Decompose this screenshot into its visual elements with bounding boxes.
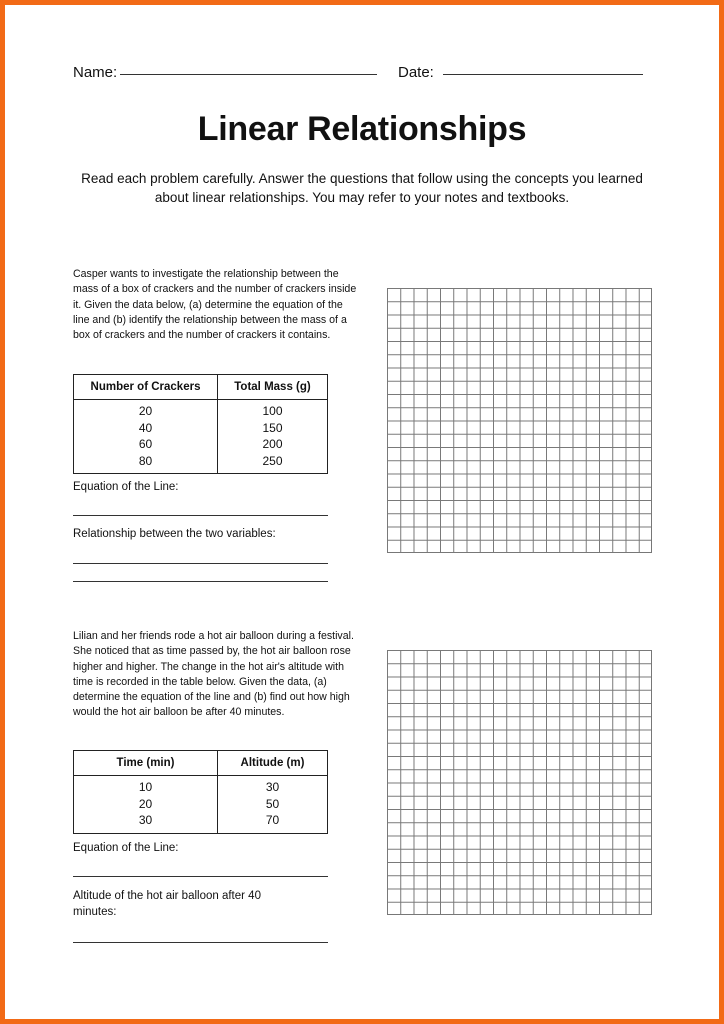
table-header: Number of Crackers [74,375,218,400]
table-cell: 80 [138,453,153,468]
instructions: Read each problem carefully. Answer the questions that follow using the concepts you learned about linear relationships. You may refer to your notes and textbooks. [81,171,643,205]
problem-2-graph-grid[interactable] [387,650,652,915]
problem-1-equation-answer-line[interactable] [73,515,328,516]
problem-1-table [73,374,328,474]
table-row [74,453,328,474]
table-cell: 30 [218,776,328,796]
problem-2-equation-answer-line[interactable] [73,876,328,877]
table-cell: 30 [138,813,153,827]
table-cell: 60 [138,437,153,451]
name-field[interactable] [120,74,377,75]
page-title: Linear Relationships [197,110,527,148]
table-cell: 50 [218,796,328,813]
problem-1-text: Casper wants to investigate the relationship between the mass of a box of crackers and the number of crackers inside it. Given the data below, (a) determine the equation of the line and (b) identify the relationship between the mass of a box of crackers and the number of crackers it contains. [73,268,357,342]
table-row [74,812,328,833]
table-row [74,796,328,813]
problem-2-table [73,750,328,834]
table-cell: 200 [218,436,328,453]
name-label: Name: [73,64,118,81]
problem-1-relationship-answer-line[interactable] [73,563,328,564]
problem-1-graph-grid[interactable] [387,288,652,553]
problem-2-altitude-answer-line[interactable] [73,942,328,943]
date-field[interactable] [443,74,643,75]
problem-2-text: Lilian and her friends rode a hot air balloon during a festival. She noticed that as time passed by, the hot air balloon rose higher and higher. The change in the hot air's altitude with time is recorded in the table below. Given the data, (a) determine the equation of the line and (b) find out how high would the hot air balloon be after 40 minutes. [73,630,354,719]
date-label: Date: [398,64,434,81]
table-cell: 10 [138,780,153,794]
table-row [74,400,328,420]
problem-2-equation-label: Equation of the Line: [73,842,179,854]
problem-1-relationship-label: Relationship between the two variables: [73,528,276,540]
table-cell: 70 [218,812,328,833]
problem-2-altitude-label: Altitude of the hot air balloon after 40 minutes: [73,890,261,918]
table-header: Total Mass (g) [218,375,328,400]
table-cell: 250 [218,453,328,474]
table-row [74,420,328,437]
table-cell: 40 [138,420,153,435]
problem-1-relationship-answer-line-2[interactable] [73,581,328,582]
table-row [74,436,328,453]
table-row [74,776,328,796]
table-header: Time (min) [74,751,218,776]
table-cell: 100 [218,400,328,420]
table-cell: 20 [138,404,153,418]
table-cell: 150 [218,420,328,437]
table-cell: 20 [138,796,153,811]
table-header: Altitude (m) [218,751,328,776]
problem-1-equation-label: Equation of the Line: [73,481,179,493]
